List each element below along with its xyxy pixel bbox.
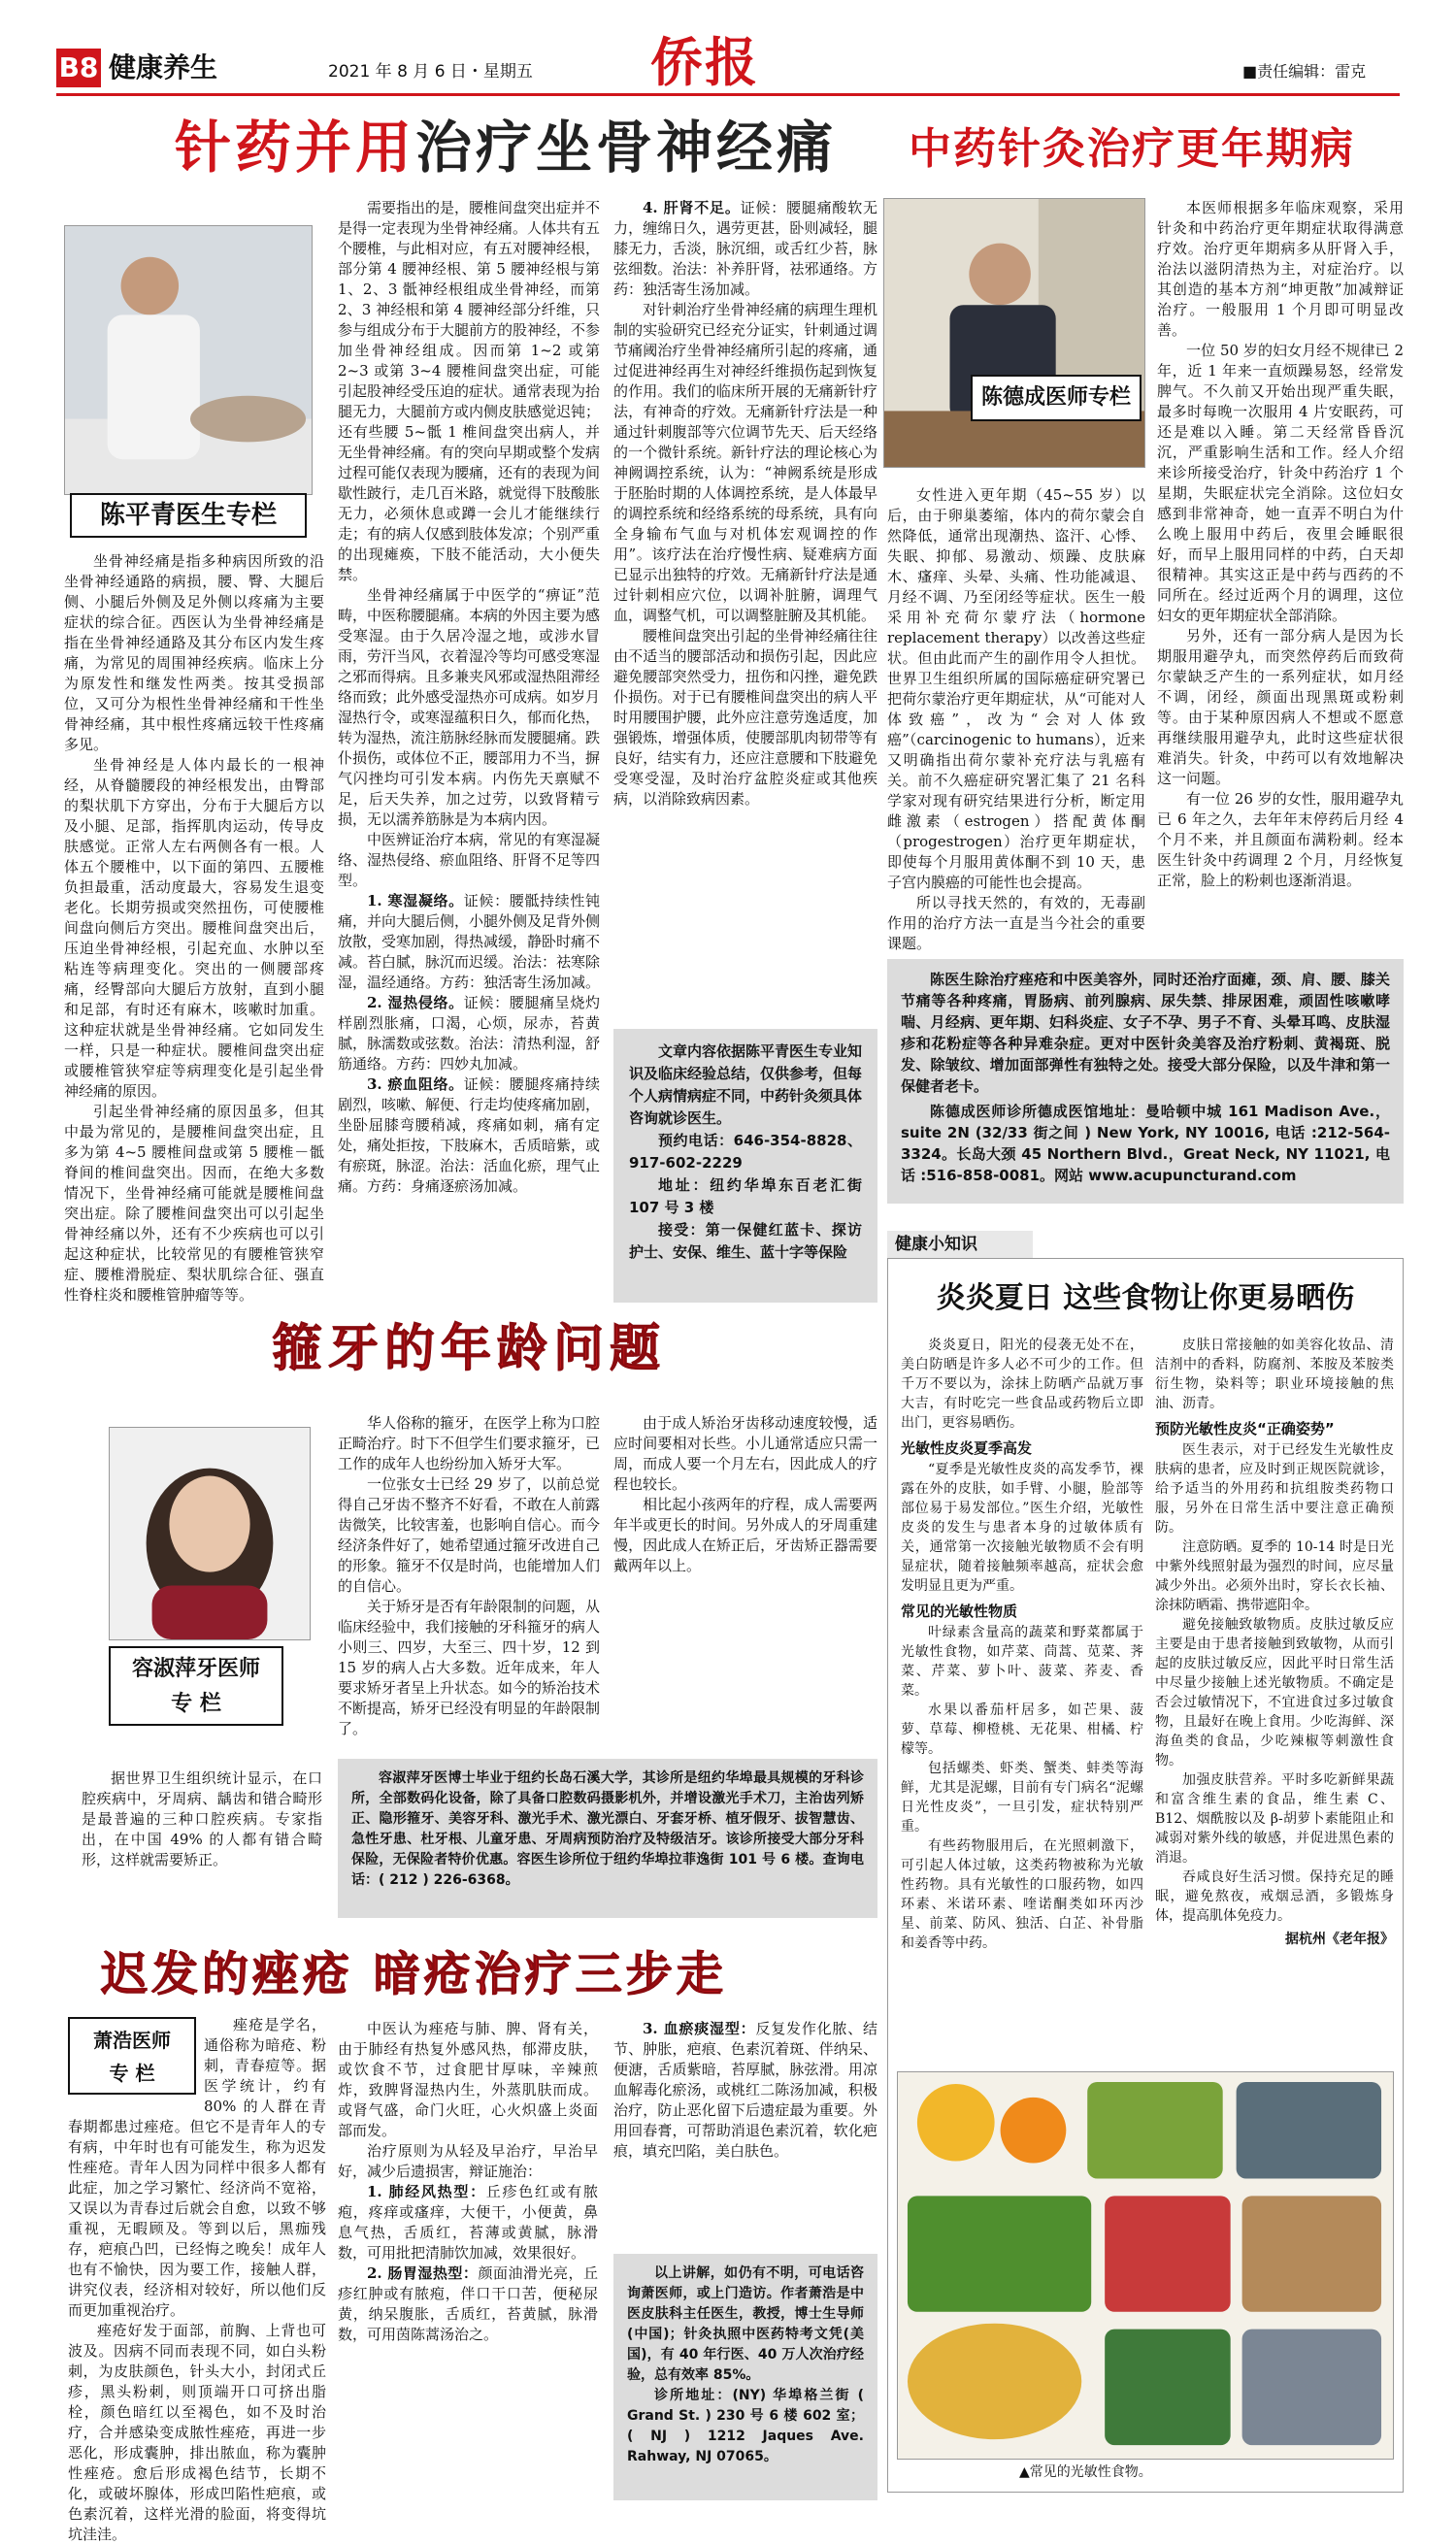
article4-paragraph: 痤疮是学名，通俗称为暗疮、粉刺，青春痘等。据医学统计，约有 80% 的人群在青春期都患过痤疮。但它不是青年人的专有病，中年时也有可能发生，称为迟发性痤疮。青年人因为同样中很多人都有此症，加之学习繁忙、经济尚不宽裕，又误以为青春过后就会自愈，以致不够重视，无暇顾及。等到以后，黑痂残存，疤痕凸凹，已经悔之晚矣！成年人也有不愉快，因为要工作，接触人群，讲究仪表，经济相对较好，所以他们反而更加重视治疗。 bbox=[68, 2016, 326, 2319]
sidebar-paragraph: 皮肤日常接触的如美容化妆品、清洁剂中的香料，防腐剂、苯胺及苯胺类衍生物，染料等；职业环境接触的焦油、沥青。 bbox=[1155, 1338, 1394, 1411]
article1-type-text: 证候：腰腿痛酸软无力，缠绵日久，遇劳更甚，卧则减轻，腿膝无力，舌淡，脉沉细，或舌红少苔，脉弦细数。治法：补养肝肾，祛邪通络。方药：独活寄生汤加减。 bbox=[613, 199, 877, 298]
article4-type-head: 1. 肺经风热型： bbox=[367, 2183, 486, 2200]
sidebar-subhead: 预防光敏性皮炎“正确姿势” bbox=[1155, 1420, 1335, 1438]
article1-type bbox=[338, 1074, 600, 1197]
article1-phone-label: 预约电话： bbox=[658, 1132, 734, 1149]
article1-type-text: 证候：腰腿疼痛持续剧烈，咳嗽、解便、行走均使疼痛加剧，坐卧屈膝弯腰稍减，疼痛如刺，痛有定处，痛处拒按，下肢麻木，舌质暗紫，或有瘀斑，脉涩。治法：活血化瘀，理气止痛。方药：身痛逐瘀汤加减。 bbox=[338, 1075, 601, 1195]
article4-caption-line1: 萧浩医师 bbox=[93, 2029, 171, 2052]
sidebar-paragraph: 炎炎夏日，阳光的侵袭无处不在，美白防晒是许多人必不可少的工作。但千万不要以为，涂抹上防晒产品就万事大吉，有时吃完一些食品或药物后立即出门，更容易晒伤。 bbox=[901, 1338, 1143, 1431]
article1-insurance-label: 接受： bbox=[658, 1221, 706, 1239]
article4-type-text: 丘疹色红或有脓疱，疼痒或瘙痒，大便干，小便黄，鼻息气热，舌质红，苔薄或黄腻，脉滑数，可用批把清肺饮加减，效果很好。 bbox=[338, 2183, 598, 2262]
article1-title-part1: 针药并用 bbox=[175, 115, 416, 181]
article3-col2 bbox=[338, 1413, 600, 1801]
article1-type-head: 1. 寒湿凝络。 bbox=[367, 892, 464, 909]
article4-col3 bbox=[613, 2019, 877, 2248]
article1-paragraph: 坐骨神经痛属于中医学的“痹证”范畴，中医称腰腿痛。本病的外因主要为感受寒湿。由于久居冷湿之地，或涉水冒雨，劳汗当风，衣着湿冷等均可感受寒湿之邪而得病。且多兼夹风邪或湿热阻滞经络而致；此外感受湿热亦可成病。如岁月湿热行令，或寒湿蕴积日久，郁而化热，转为湿热，流注筋脉经脉而发腰腿痛。跌仆损伤，或体位不正，腰部用力不当，摒气闪挫均可引发本病。内伤先天禀赋不足，后天失养，加之过劳，以致肾精亏损，无以濡养筋脉是为本病内因。 bbox=[338, 586, 601, 828]
section-name: 健康养生 bbox=[109, 51, 218, 83]
sidebar-paragraph: 医生表示，对于已经发生光敏性皮肤病的患者，应及时到正规医院就诊，给予适当的外用药和抗组胺类药物口服，另外在日常生活中要注意正确预防。 bbox=[1155, 1442, 1394, 1536]
sidebar-paragraph: 注意防晒。夏季的 10-14 时是日光中紫外线照射最为强烈的时间，应尽量减少外出。必须外出时，穿长衣长袖、涂抹防晒霜、携带遮阳伞。 bbox=[1155, 1539, 1394, 1613]
article2-paragraph: 所以寻找天然的，有效的，无毒副作用的治疗方法一直是当今社会的重要课题。 bbox=[887, 894, 1145, 952]
article3-paragraph: 据世界卫生组织统计显示，在口腔疾病中，牙周病、龋齿和错合畸形是最普遍的三种口腔疾病。专家指出，在中国 49% 的人都有错合畸形，这样就需要矫正。 bbox=[82, 1769, 322, 1868]
sidebar-paragraph: 加强皮肤营养。平时多吃新鲜果蔬和富含维生素的食品，维生素 C、B12、烟酰胺以及 β-胡萝卜素能阻止和减弱对紫外线的敏感，并促进黑色素的消退。 bbox=[1155, 1772, 1394, 1866]
article1-insurance-text: 第一保健红蓝卡、探访护士、安保、维生、蓝十字等保险 bbox=[629, 1221, 862, 1261]
sidebar-paragraph: 有些药物服用后，在光照刺激下，可引起人体过敏，这类药物被称为光敏性药物。具有光敏性的口服药物，如四环素、米诺环素、喹诺酮类如环丙沙星、前菜、防风、独活、白芷、补骨脂和姜香等中药。 bbox=[901, 1838, 1143, 1951]
sidebar-paragraph: 避免接触致敏物质。皮肤过敏反应主要是由于患者接触到致敏物，从而引起的皮肤过敏反应，因此平时日常生活中尽量少接触上述光敏物质。不确定是否会过敏情况下，不宜进食过多过敏食物，且最好在晚上食用。少吃海鲜、深海鱼类的食品，少吃辣椒等刺激性食物。 bbox=[1155, 1617, 1394, 1768]
article4-caption-line2: 专 栏 bbox=[109, 2062, 155, 2085]
sidebar-paragraph: “夏季是光敏性皮炎的高发季节，裸露在外的皮肤，如手臂、小腿，脸部等部位易于易发部位。”医生介绍，光敏性皮炎的发生与患者本身的过敏体质有关，通常第一次接触光敏物质不会有明显症状，随着接触频率越高，症状会愈发明显且更为严重。 bbox=[901, 1462, 1143, 1594]
sidebar-paragraph: 吞咸良好生活习惯。保持充足的睡眠，避免熬夜，戒烟忌酒，多锻炼身体，提高肌体免疫力。 bbox=[1155, 1869, 1394, 1924]
doctor-photo-chen-decheng bbox=[883, 198, 1145, 468]
article2-services: 陈医生除治疗痤疮和中医美容外，同时还治疗面瘫，颈、肩、腰、膝关节痛等各种疼痛，胃肠病、前列腺病、尿失禁、排尿困难，顽固性咳嗽哮喘、月经病、更年期、妇科炎症、女子不孕、男子不育、头晕耳鸣、皮肤湿疹和花粉症等各种异难杂症。更对中医针灸美容及治疗粉刺、黄褐斑、脱发、除皱纹、增加面部弹性有独特之处。接受大部分保险，以及牛津和第一保健者老卡。 bbox=[901, 971, 1390, 1095]
caption-float-spacer bbox=[68, 2015, 204, 2099]
article1-col2 bbox=[338, 198, 600, 1305]
article4-address bbox=[627, 2386, 864, 2467]
article1-paragraph: 中医辨证治疗本病，常见的有寒湿凝络、湿热侵络、瘀血阻络、肝肾不足等四型。 bbox=[338, 831, 601, 889]
article1-address bbox=[629, 1174, 862, 1219]
article3-col1 bbox=[82, 1768, 322, 1949]
article1-info-box bbox=[613, 1029, 877, 1303]
sidebar-col2 bbox=[1155, 1336, 1394, 2151]
article4-paragraph: 中医认为痤疮与肺、脾、肾有关，由于肺经有热复外感风热，郁滞皮肤，或饮食不节，过食肥甘厚味，辛辣煎炸，致脾肾湿热内生，外蒸肌肤而成。或肾气盛，命门火旺，心火炽盛上炎面部而发。 bbox=[338, 2020, 598, 2139]
article1-paragraph: 坐骨神经是人体内最长的一根神经，从脊髓腰段的神经根发出，由臀部的梨状肌下方穿出，分布于大腿后方以及小腿、足部，指挥肌肉运动，传导皮肤感觉。正常人左右两侧各有一根。人体五个腰椎中，以下面的第四、五腰椎负担最重，活动度最大，容易发生退变老化。长期劳损或突然扭伤，可使腰椎间盘向侧后方突出。腰椎间盘突出后，压迫坐骨神经根，引起充血、水肿以至粘连等病理变化。突出的一侧腰部疼痛，经臀部向大腿后方放射，直到小腿和足部，有时还有麻木，咳嗽时加重。这种症状就是坐骨神经痛。它如同发生一样，只是一种症状。腰椎间盘突出症或腰椎管狭窄症等病理变化是引起坐骨神经痛的原因。 bbox=[64, 756, 324, 1100]
article1-title-part2: 治疗坐骨神经痛 bbox=[415, 115, 838, 181]
sidebar-image-caption: ▲常见的光敏性食物。 bbox=[1013, 2462, 1158, 2483]
article1-type-head: 3. 瘀血阻络。 bbox=[367, 1075, 464, 1093]
article1-paragraph: 需要指出的是，腰椎间盘突出症并不是得一定表现为坐骨神经痛。人体共有五个腰椎，与此相对应，有五对腰神经根，部分第 4 腰神经根、第 5 腰神经根与第 1、2、3 骶神经根组成坐骨神经，而第 2、3 神经根和第 4 腰神经部分纤维，只参与组成分布于大腿前方的股神经，不参加坐骨神经组成。因而第 1~2 或第 2~3 或第 3~4 腰椎间盘突出症，可能引起股神经受压迫的症状。通常表现为抬腿无力，大腿前方或内侧皮肤感觉迟钝；还有些腰 5~骶 1 椎间盘突出病人，并无坐骨神经痛。有的突向早期或整个发病过程可能仅表现为腰痛，还有的表现为间歇性跛行，走几百米路，就觉得下肢酸胀无力，必须休息或蹲一会儿才能继续行走；有的病人仅感到肢体发凉；个别严重的出现瘫痪，下肢不能活动，大小便失禁。 bbox=[338, 199, 601, 583]
article4-address-label: 诊所地址： bbox=[654, 2388, 733, 2403]
article1-type-head: 2. 湿热侵络。 bbox=[367, 994, 464, 1011]
sidebar-paragraph: 水果以番茄杆居多，如芒果、菠萝、草莓、柳橙桃、无花果、柑橘、柠檬等。 bbox=[901, 1702, 1143, 1757]
article4-paragraph: 痤疮好发于面部，前胸、上背也可波及。因病不同而表现不同，如白头粉刺，为皮肤颜色，针头大小，封闭式丘疹，黑头粉刺，则顶端开口可挤出脂栓，颜色暗红以至褐色，如不及时治疗，合并感染变成脓性痤疮，再进一步恶化，形成囊肿，排出脓血，称为囊肿性痤疮。愈后形成褐色结节，长期不化，或破坏腺体，形成凹陷性疤痕，或色素沉着，这样光滑的脸面，将变得坑坑洼洼。 bbox=[68, 2322, 326, 2543]
doctor-photo-chen-pingqing bbox=[64, 225, 313, 495]
article2-column-caption: 陈德成医师专栏 bbox=[971, 375, 1142, 421]
article1-title bbox=[175, 115, 837, 181]
article3-col3 bbox=[613, 1413, 877, 1801]
article1-type bbox=[613, 198, 877, 300]
sidebar-title: 炎炎夏日 这些食物让你更易晒伤 bbox=[936, 1281, 1355, 1315]
article4-contact-info: 以上讲解，如仍有不明，可电话咨询萧医师，或上门造访。作者萧浩是中医皮肤科主任医生，教授，博士生导师(中国)；针灸执照中医药特考文凭(美国)，有 40 年行医、40 万人次治疗经验，总有效率 85%。 bbox=[627, 2265, 864, 2383]
article4-address-text: (NY) 华埠格兰街 ( Grand St. ) 230 号 6 楼 602 室；( NJ ) 1212 Jaques Ave. Rahway, NJ 07065。 bbox=[627, 2388, 864, 2464]
article1-type-head: 4. 肝肾不足。 bbox=[643, 199, 741, 216]
sidebar-source: 据杭州《老年报》 bbox=[1285, 1932, 1394, 1947]
article4-type-head: 2. 肠胃湿热型： bbox=[367, 2264, 479, 2282]
article4-type-text: 颜面油滑光亮，丘疹红肿或有脓疱，伴口干口苦，便秘尿黄，纳呆腹胀，舌质红，苔黄腻，脉滑数，可用茵陈蒿汤治之。 bbox=[338, 2264, 598, 2343]
article2-paragraph: 女性进入更年期（45~55 岁）以后，由于卵巢萎缩，体内的荷尔蒙会自然降低，通常出现潮热、盗汗、心悸、失眠、抑郁、易激动、烦躁、皮肤麻木、瘙痒、头晕、头痛、性功能减退、月经不调、乃至闭经等症状。医生一般采用补充荷尔蒙疗法（hormone replacement therapy）以改善这些症状。但由此而产生的副作用令人担忧。世界卫生组织所属的国际癌症研究署已把荷尔蒙治疗更年期症状，从“可能对人体致癌”，改为“会对人体致癌”（carcinogenic to humans），近来又明确指出荷尔蒙补充疗法与乳癌有关。前不久癌症研究署汇集了 21 名科学家对现有研究结果进行分析，断定用雌激素（estrogen）搭配黄体酮（progestrogen）治疗更年期症状，即使每个月服用黄体酮不到 10 天，患子宫内膜癌的可能性也会提高。 bbox=[887, 486, 1145, 891]
article1-paragraph: 腰椎间盘突出引起的坐骨神经痛往往由不适当的腰部活动和损伤引起，因此应避免腰部突然受力，扭伤和闪挫，避免跌仆损伤。对于已有腰椎间盘突出的病人平时用腰围护腰，此外应注意劳逸适度，加强锻炼，增强体质，使腰部肌肉韧带等有良好，结实有力，还应注意腰和下肢避免受寒受湿，及时治疗盆腔炎症或其他疾病，以消除致病因素。 bbox=[613, 627, 877, 808]
article1-type bbox=[338, 891, 600, 993]
article2-col2 bbox=[1157, 198, 1404, 955]
article4-type bbox=[613, 2019, 877, 2162]
sidebar-paragraph: 包括螺类、虾类、蟹类、蚌类等海鲜，尤其是泥螺，目前有专门病名“泥螺日光性皮炎”，一旦引发，症状特别严重。 bbox=[901, 1761, 1143, 1834]
article4-type-text: 反复发作化脓、结节、肿胀，疤痕、色素沉着斑、伴纳呆、便溏，舌质紫暗，苔厚腻，脉弦滑。用凉血解毒化瘀汤，或桃红二陈汤加减，积极治疗，防止恶化留下后遗症最为重要。外用回春膏，可帮助消退色素沉着，软化疤痕，填充凹陷，美白肤色。 bbox=[613, 2020, 877, 2160]
article2-paragraph: 一位 50 岁的妇女月经不规律已 2 年，近 1 年来一直烦躁易怒，经常发脾气。不久前又开始出现严重失眠，最多时每晚一次服用 4 片安眠药，可还是难以入睡。第二天经常昏昏沉沉，严重影响生活和工作。经人介绍来诊所接受治疗，针灸中药治疗 1 个星期，失眠症状完全消除。这位妇女感到非常神奇，她一直弄不明白为什么晚上服用中药后，夜里会睡眠很好，而早上服用同样的中药，白天却很精神。其实这正是中药与西药的不同所在。经过近两个月的调理，这位妇女的更年期症状全部消除。 bbox=[1157, 342, 1404, 624]
issue-date: 2021 年 8 月 6 日・星期五 bbox=[328, 62, 533, 82]
article2-paragraph: 另外，还有一部分病人是因为长期服用避孕丸，而突然停药后而致荷尔蒙缺乏产生的一系列症状，如月经不调，闭经，颜面出现黑斑或粉刺等。由于某种原因病人不想或不愿意再继续服用避孕丸，此时这些症状很难消失。针灸，中药可以有效地解决这一问题。 bbox=[1157, 627, 1404, 787]
article1-type-text: 证候：腰骶持续性钝痛，并向大腿后侧，小腿外侧及足背外侧放散，受寒加剧，得热减缓，静卧时痛不减。苔白腻，脉沉而迟缓。治法：祛寒除湿，温经通络。方药：独活寄生汤加减。 bbox=[338, 892, 601, 991]
page-header bbox=[56, 31, 1400, 95]
article1-address-text: 纽约华埠东百老汇街 107 号 3 楼 bbox=[629, 1176, 862, 1216]
article4-paragraph: 治疗原则为从轻及早治疗，早治早好，减少后遗损害，辩证施治： bbox=[338, 2142, 598, 2180]
sidebar-food-photo bbox=[897, 2071, 1394, 2460]
article2-paragraph: 本医师根据多年临床观察，采用针灸和中药治疗更年期症状取得满意疗效。治疗更年期病多从肝肾入手，治法以滋阴清热为主，对症治疗。以其创造的基本方剂“坤更散”加减辩证治疗。一般服用 1 个月即可明显改善。 bbox=[1157, 199, 1404, 339]
article1-type-text: 证候：腰腿痛呈烧灼样剧烈胀痛，口渴，心烦，尿赤，苔黄腻，脉濡数或弦数。治法：清热利湿，舒筋通络。方药：四妙丸加减。 bbox=[338, 994, 601, 1073]
article2-clinic-address: 陈德成医师诊所德成医馆地址：曼哈顿中城 161 Madison Ave.，suite 2N (32/33 街之间 ) New York, NY 10016, 电话 :212-564-3324。长岛大颈 45 Northern Blvd.，Great Neck, NY 11021, 电话 :516-858-0081。网站 www.acupuncturand.com bbox=[901, 1103, 1390, 1184]
article2-info-box bbox=[887, 959, 1404, 1204]
article4-type bbox=[338, 2182, 598, 2264]
article2-paragraph: 有一位 26 岁的女性，服用避孕丸已 6 年之久，去年年末停药后月经 4 个月不来，并且颜面布满粉刺。经本医生针灸中药调理 2 个月，月经恢复正常，脸上的粉刺也逐渐消退。 bbox=[1157, 790, 1404, 889]
sidebar-subhead: 光敏性皮炎夏季高发 bbox=[901, 1439, 1033, 1457]
article3-caption-line2: 专 栏 bbox=[171, 1692, 221, 1716]
article3-caption-line1: 容淑萍牙医师 bbox=[131, 1657, 260, 1681]
sidebar-label: 健康小知识 bbox=[887, 1231, 1033, 1258]
article3-clinic-info: 容淑萍牙医博士毕业于纽约长岛石溪大学，其诊所是纽约华埠最具规模的牙科诊所，全部数码化设备，除了具备口腔数码摄影机外，并增设激光手术刀，主治齿列矫正、隐形箍牙、美容牙科、激光手术、激光漂白、牙套牙桥、植牙假牙、拔智慧齿、急性牙患、杜牙根、儿童牙患、牙周病预防治疗及特级洁牙。该诊所接受大部分牙科保险，无保险者特价优惠。容医生诊所位于纽约华埠拉菲逸街 101 号 6 楼。查询电话：( 212 ) 226-6368。 bbox=[351, 1770, 864, 1888]
newspaper-logo: 侨报 bbox=[650, 31, 759, 93]
article3-column-caption bbox=[109, 1646, 283, 1726]
article1-phone bbox=[629, 1130, 862, 1174]
section-number: B8 bbox=[56, 49, 101, 87]
article4-info-box bbox=[613, 2254, 877, 2500]
article4-col1 bbox=[68, 2015, 326, 2543]
article3-info-box bbox=[338, 1759, 877, 1918]
article1-paragraph: 对针刺治疗坐骨神经痛的病理生理机制的实验研究已经充分证实，针刺通过调节痛阈治疗坐骨神经痛所引起的疼痛，通过促进神经再生对神经纤维损伤起到恢复的作用。我们的临床所开展的无痛新针疗法，有神奇的疗效。无痛新针疗法是一种通过针刺腹部等穴位调节先天、后天经络的一个微针系统。新针疗法的理论核心为神阙调控系统，认为：“神阙系统是形成于胚胎时期的人体调控系统，是人体最早的调控系统和经络系统的母系统，具有向全身输布气血与对机体宏观调控的作用”。该疗法在治疗慢性病、疑难病方面已显示出独特的疗效。无痛新针疗法是通过针刺相应穴位，以调补脏腑，调理气血，调整气机，可以调整脏腑及其机能。 bbox=[613, 301, 877, 624]
article1-address-label: 地址： bbox=[658, 1176, 711, 1194]
article2-title: 中药针灸治疗更年期病 bbox=[909, 124, 1355, 174]
article1-column-caption: 陈平青医生专栏 bbox=[70, 493, 307, 538]
article1-type bbox=[338, 993, 600, 1074]
article2-col1 bbox=[887, 485, 1145, 951]
article1-notice: 文章内容依据陈平青医生专业知识及临床经验总结，仅供参考，但每个人病情病症不同，中药针灸须具体咨询就诊医生。 bbox=[629, 1042, 863, 1127]
article1-insurance bbox=[629, 1219, 862, 1264]
doctor-photo-rong-shuping bbox=[109, 1427, 311, 1640]
article1-paragraph: 坐骨神经痛是指多种病因所致的沿坐骨神经通路的病损，腰、臀、大腿后侧、小腿后外侧及足外侧以疼痛为主要症状的综合征。西医认为坐骨神经痛是指在坐骨神经通路及其分布区内发生疼痛，为常见的周围神经疾病。临床上分为原发性和继发性两类。按其受损部位，又可分为根性坐骨神经痛和干性坐骨神经痛，其中根性疼痛远较干性疼痛多见。 bbox=[64, 552, 324, 753]
article4-type bbox=[338, 2264, 598, 2345]
article3-paragraph: 由于成人矫治牙齿移动速度较慢，适应时间要相对长些。小儿通常适应只需一周，而成人要一个月左右，因此成人的疗程也较长。 bbox=[613, 1414, 877, 1493]
sidebar-subhead: 常见的光敏性物质 bbox=[901, 1603, 1018, 1620]
article1-paragraph: 引起坐骨神经痛的原因虽多，但其中最为常见的，是腰椎间盘突出症，且多为第 4~5 腰椎间盘或第 5 腰椎－骶脊间的椎间盘突出。因而，在绝大多数情况下，坐骨神经痛可能就是腰椎间盘突出症。除了腰椎间盘突出可以引起坐骨神经痛以外，还有不少疾病也可以引起这种症状，比较常见的有腰椎管狭窄症、腰椎滑脱症、梨状肌综合征、强直性脊柱炎和腰椎管肿瘤等等。 bbox=[64, 1103, 324, 1304]
header-rule bbox=[56, 93, 1400, 96]
editor-credit: ■责任编辑：雷克 bbox=[1242, 62, 1367, 81]
article4-col2 bbox=[338, 2019, 598, 2504]
article4-title: 迟发的痤疮 暗疮治疗三步走 bbox=[101, 1947, 727, 2001]
article3-paragraph: 关于矫牙是否有年龄限制的问题，从临床经验中，我们接触的牙科箍牙的病人小则三、四岁，大至三、四十岁，12 到 15 岁的病人占大多数。近年成来，年人要求矫牙者呈上升状态。如今的矫治技术不断提高，矫牙已经没有明显的年龄限制了。 bbox=[338, 1598, 601, 1737]
article3-paragraph: 一位张女士已经 29 岁了，以前总觉得自己牙齿不整齐不好看，不敢在人前露齿微笑，比较害羞，也影响自信心。而今经济条件好了，她希望通过箍牙改进自己的形象。箍牙不仅是时尚，也能增加人们的自信心。 bbox=[338, 1475, 601, 1595]
sidebar-col1 bbox=[901, 1336, 1143, 2073]
article3-title: 箍牙的年龄问题 bbox=[272, 1320, 667, 1378]
article4-type-head: 3. 血瘀痰湿型： bbox=[643, 2020, 756, 2037]
sidebar-paragraph: 叶绿素含量高的蔬菜和野菜都属于光敏性食物，如芹菜、茼蒿、苋菜、荠菜、芹菜、萝卜叶、菠菜、荞麦、香菜。 bbox=[901, 1625, 1143, 1699]
article3-paragraph: 华人俗称的箍牙，在医学上称为口腔正畸治疗。时下不但学生们要求箍牙，已工作的成年人也纷纷加入矫牙大军。 bbox=[338, 1414, 601, 1472]
article1-col3 bbox=[613, 198, 877, 1013]
article1-phone-number[interactable]: 646-354-8828、917-602-2229 bbox=[629, 1132, 862, 1172]
article3-paragraph: 相比起小孩两年的疗程，成人需要两年半或更长的时间。另外成人的牙周重建慢，因此成人在矫正后，牙齿矫正器需要戴两年以上。 bbox=[613, 1496, 877, 1574]
